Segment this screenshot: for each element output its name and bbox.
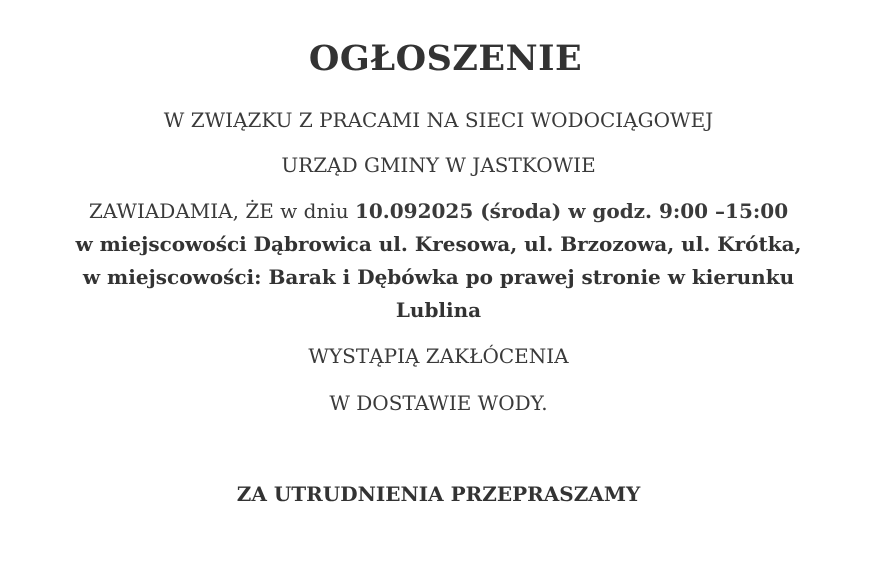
notice-line-location-3: Lublina	[395, 298, 482, 322]
notice-line-location-1: w miejscowości Dąbrowica ul. Kresowa, ul. Brzozowa, ul. Krótka,	[75, 232, 802, 256]
notice-line-date-plain: ZAWIADAMIA, ŻE w dniu	[88, 199, 355, 223]
notice-line-date	[0, 199, 877, 223]
notice-title: OGŁOSZENIE	[308, 38, 583, 79]
notice-line-works: W ZWIĄZKU Z PRACAMI NA SIECI WODOCIĄGOWEJ	[163, 108, 714, 132]
notice-line-disruption: WYSTĄPIĄ ZAKŁÓCENIA	[308, 344, 569, 368]
notice-line-location-2: w miejscowości: Barak i Dębówka po prawej stronie w kierunku	[82, 265, 795, 289]
notice-closing: ZA UTRUDNIENIA PRZEPRASZAMY	[236, 482, 641, 506]
notice-line-date-bold: 10.092025 (środa) w godz. 9:00 –15:00	[354, 199, 789, 223]
notice-line-water: W DOSTAWIE WODY.	[329, 391, 548, 415]
notice-line-office: URZĄD GMINY W JASTKOWIE	[281, 153, 596, 177]
